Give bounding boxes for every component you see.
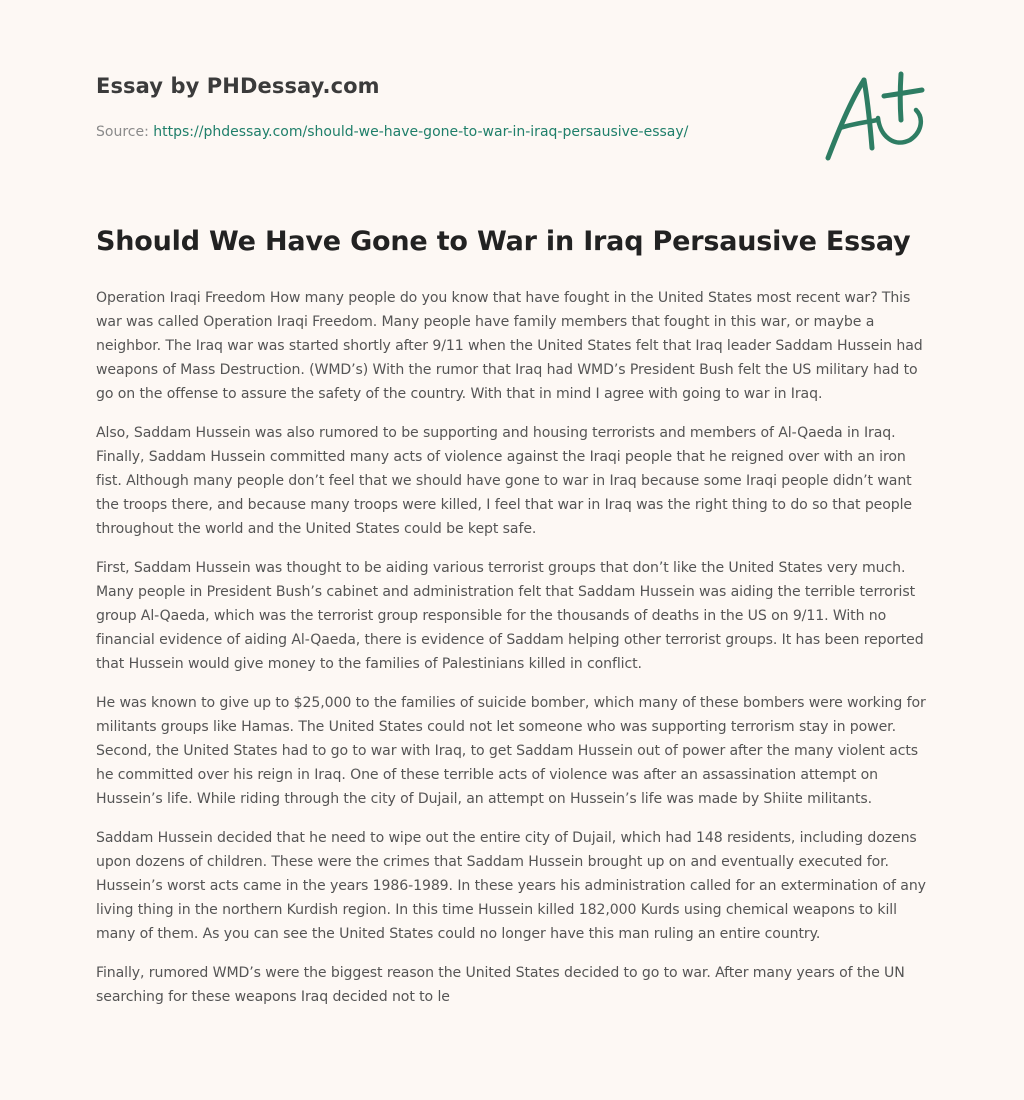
source-label: Source:: [96, 124, 149, 140]
site-title: Essay by PHDessay.com: [96, 74, 380, 98]
a-plus-logo-icon: [818, 62, 930, 166]
essay-title: Should We Have Gone to War in Iraq Persausive Essay: [96, 226, 911, 257]
paragraph: Operation Iraqi Freedom How many people do you know that have fought in the United States most recent war? This war was called Operation Iraqi Freedom. Many people have family members that fought in this war, or maybe a neighbor. The Iraq war was started shortly after 9/11 when the United States felt that Iraq leader Saddam Hussein had weapons of Mass Destruction. (WMD’s) With the rumor that Iraq had WMD’s President Bush felt the US military had to go on the offense to assure the safety of the country. With that in mind I agree with going to war in Iraq.: [96, 290, 923, 402]
paragraph: He was known to give up to $25,000 to the families of suicide bomber, which many of these bombers were working for militants groups like Hamas. The United States could not let someone who was supporting terrorism stay in power. Second, the United States had to go to war with Iraq, to get Saddam Hussein out of power after the many violent acts he committed over his reign in Iraq. One of these terrible acts of violence was after an assassination attempt on Hussein’s life. While riding through the city of Dujail, an attempt on Hussein’s life was made by Shiite militants.: [96, 695, 926, 807]
paragraph: First, Saddam Hussein was thought to be aiding various terrorist groups that don’t like the United States very much. Many people in President Bush’s cabinet and administration felt that Saddam Hussein was aiding the terrible terrorist group Al-Qaeda, which was the terrorist group responsible for the thousands of deaths in the US on 9/11. With no financial evidence of aiding Al-Qaeda, there is evidence of Saddam helping other terrorist groups. It has been reported that Hussein would give money to the families of Palestinians killed in conflict.: [96, 560, 924, 672]
paragraph: Also, Saddam Hussein was also rumored to be supporting and housing terrorists and members of Al-Qaeda in Iraq. Finally, Saddam Hussein committed many acts of violence against the Iraqi people that he reigned over with an iron fist. Although many people don’t feel that we should have gone to war in Iraq because some Iraqi people didn’t want the troops there, and because many troops were killed, I feel that war in Iraq was the right thing to do so that people throughout the world and the United States could be kept safe.: [96, 425, 913, 537]
page-header: [96, 74, 936, 140]
source-link[interactable]: https://phdessay.com/should-we-have-gone-to-war-in-iraq-persausive-essay/: [153, 124, 689, 140]
essay-body: [96, 286, 932, 1024]
source-line: [96, 124, 688, 140]
paragraph: Finally, rumored WMD’s were the biggest reason the United States decided to go to war. After many years of the UN searching for these weapons Iraq decided not to le: [96, 965, 905, 1005]
paragraph: Saddam Hussein decided that he need to wipe out the entire city of Dujail, which had 148 residents, including dozens upon dozens of children. These were the crimes that Saddam Hussein brought up on and eventually executed for. Hussein’s worst acts came in the years 1986-1989. In these years his administration called for an extermination of any living thing in the northern Kurdish region. In this time Hussein killed 182,000 Kurds using chemical weapons to kill many of them. As you can see the United States could no longer have this man ruling an entire country.: [96, 830, 926, 942]
